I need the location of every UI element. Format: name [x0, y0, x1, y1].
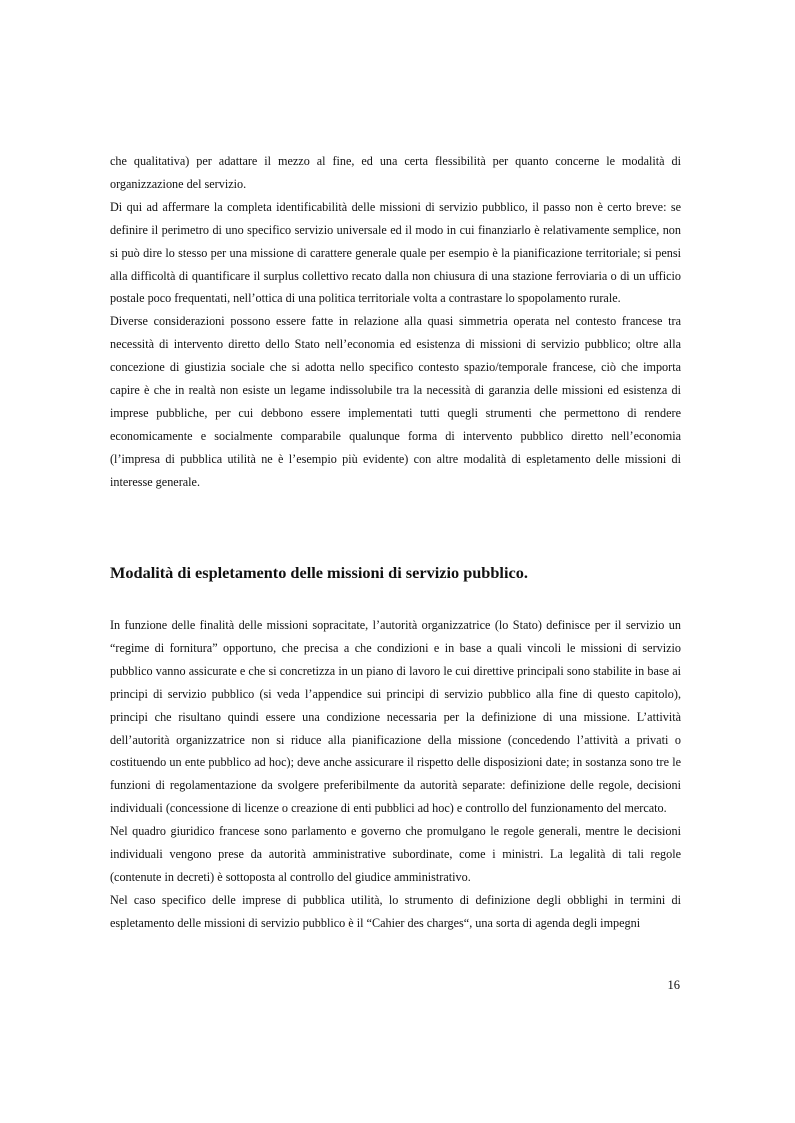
section-heading: Modalità di espletamento delle missioni di servizio pubblico. [110, 563, 528, 582]
paragraph: Nel quadro giuridico francese sono parlamento e governo che promulgano le regole generali, mentre le decisioni individuali vengono prese da autorità amministrative subordinate, come i ministri. La legalità di tali regole (contenute in decreti) è sottoposta al controllo del giudice amministrativo. [110, 824, 681, 884]
paragraph: Di qui ad affermare la completa identificabilità delle missioni di servizio pubblico, il passo non è certo breve: se definire il perimetro di uno specifico servizio universale ed il modo in cui finanziarlo è relativamente semplice, non si può dire lo stesso per una missione di carattere generale quale per esempio è la pianificazione territoriale; si pensi alla difficoltà di quantificare il surplus collettivo recato dalla non chiusura di una stazione ferroviaria o di un ufficio postale poco frequentati, nell’ottica di una politica territoriale volta a contrastare lo spopolamento rurale. [110, 199, 681, 306]
paragraph: che qualitativa) per adattare il mezzo al fine, ed una certa flessibilità per quanto concerne le modalità di organizzazione del servizio. [110, 154, 681, 191]
page-number: 16 [667, 978, 680, 992]
body-text-block-1 [110, 150, 681, 494]
paragraph: Diverse considerazioni possono essere fatte in relazione alla quasi simmetria operata nel contesto francese tra necessità di intervento diretto dello Stato nell’economia ed esistenza di missioni di servizio pubblico; oltre alla concezione di giustizia sociale che si adotta nello specifico contesto spazio/temporale francese, ciò che importa capire è che in realtà non esiste un legame indissolubile tra la necessità di garanzia delle missioni ed esistenza di imprese pubbliche, per cui debbono essere implementati tutti quegli strumenti che permettono di rendere economicamente e socialmente comparabile qualunque forma di intervento pubblico diretto nell’economia (l’impresa di pubblica utilità ne è l’esempio più evidente) con altre modalità di espletamento delle missioni di interesse generale. [110, 314, 681, 489]
paragraph: In funzione delle finalità delle missioni sopracitate, l’autorità organizzatrice (lo Stato) definisce per il servizio un “regime di fornitura” opportuno, che precisa a che condizioni e in base a quali vincoli le missioni di servizio pubblico vanno assicurate e che si concretizza in un piano di lavoro le cui direttive principali sono stabilite in base ai principi di servizio pubblico (si veda l’appendice sui principi di servizio pubblico alla fine di questo capitolo), principi che risultano quindi essere una condizione necessaria per la definizione di una missione. L’attività dell’autorità organizzatrice non si riduce alla pianificazione della missione (concedendo l’attività a privati o costituendo un ente pubblico ad hoc); deve anche assicurare il rispetto delle disposizioni date; in sostanza sono tre le funzioni di regolamentazione da svolgere preferibilmente da autorità separate: definizione delle regole, decisioni individuali (concessione di licenze o creazione di enti pubblici ad hoc) e controllo del funzionamento del mercato. [110, 618, 681, 816]
paragraph: Nel caso specifico delle imprese di pubblica utilità, lo strumento di definizione degli obblighi in termini di espletamento delle missioni di servizio pubblico è il “Cahier des charges“, una sorta di agenda degli impegni [110, 892, 681, 930]
body-text-block-2 [110, 614, 681, 935]
